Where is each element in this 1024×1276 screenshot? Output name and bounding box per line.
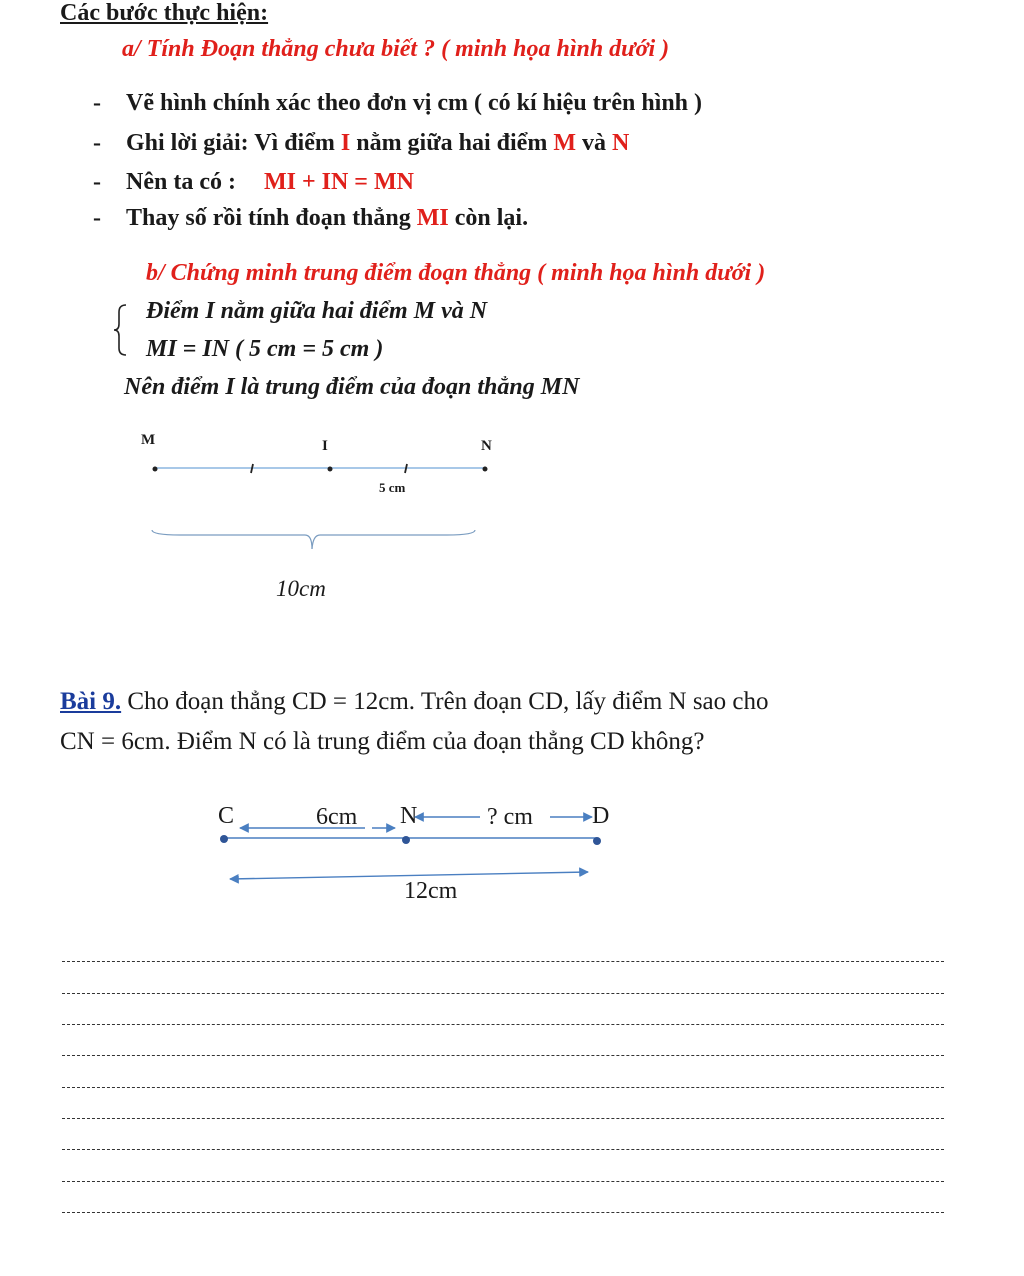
answer-line[interactable] (62, 961, 944, 962)
figure2-label-D: D (592, 803, 610, 829)
figure2-label-C: C (218, 803, 235, 829)
brace-line-1: Điểm I nằm giữa hai điểm M và N (146, 298, 488, 324)
bai9-line-2: CN = 6cm. Điểm N có là trung điểm của đoạn thẳng CD không? (60, 728, 705, 755)
figure1-label-I: I (322, 438, 328, 454)
bullet-4-post: còn lại. (448, 205, 529, 231)
bullet-2 (93, 130, 630, 157)
bai9-title: Bài 9. (60, 688, 122, 715)
answer-line[interactable] (62, 1149, 944, 1150)
bullet-4-text: Thay số rồi tính đoạn thẳng (126, 205, 417, 231)
answer-line[interactable] (62, 1212, 944, 1213)
answer-line[interactable] (62, 1181, 944, 1182)
bullet-4 (93, 205, 529, 232)
bullet-2-text: Ghi lời giải: Vì điểm (126, 130, 341, 156)
figure1-segment-label: 5 cm (379, 480, 406, 495)
bai9-line-1 (60, 688, 769, 716)
point-N-label: N (611, 130, 630, 156)
point-M (153, 467, 158, 472)
bullet-dash: - (93, 169, 101, 195)
system-brace (112, 302, 136, 358)
figure1-total-label: 10cm (276, 576, 326, 601)
figure2-total-label: 12cm (404, 878, 458, 904)
answer-line[interactable] (62, 1024, 944, 1025)
segment-MI-label: MI (416, 205, 449, 231)
point-M-label: M (553, 130, 576, 156)
point-D (593, 837, 601, 845)
bullet-dash: - (93, 90, 101, 116)
answer-line[interactable] (62, 993, 944, 994)
bullet-dash: - (93, 130, 101, 156)
bullet-1-text: Vẽ hình chính xác theo đơn vị cm ( có kí hiệu trên hình ) (126, 90, 703, 116)
bai9-text-1: Cho đoạn thẳng CD = 12cm. Trên đoạn CD, lấy điểm N sao cho (121, 688, 769, 715)
point-N (402, 836, 410, 844)
point-C (220, 835, 228, 843)
bullet-2-mid: nằm giữa hai điểm (350, 130, 554, 156)
brace-left (152, 530, 312, 549)
figure1-diagram (140, 455, 500, 550)
figure2-label-CN: 6cm (316, 804, 358, 830)
bullet-2-and: và (575, 130, 612, 156)
brace-right (312, 530, 475, 549)
tick-MI (251, 464, 253, 473)
page-title: Các bước thực hiện: (60, 0, 269, 26)
point-I-label: I (340, 130, 351, 156)
figure1-label-M: M (141, 432, 156, 448)
bullet-3 (93, 169, 414, 196)
bullet-1 (93, 90, 703, 117)
answer-line[interactable] (62, 1055, 944, 1056)
part-a-heading: a/ Tính Đoạn thẳng chưa biết ? ( minh họa hình dưới ) (122, 36, 670, 62)
figure2-label-N: N (400, 803, 418, 829)
brace-line-2: MI = IN ( 5 cm = 5 cm ) (146, 336, 384, 362)
point-N (483, 467, 488, 472)
formula-sum: MI + IN = MN (263, 169, 414, 195)
conclusion-text: Nên điểm I là trung điểm của đoạn thẳng MN (124, 374, 580, 400)
figure2-label-ND: ? cm (487, 804, 533, 830)
answer-line[interactable] (62, 1118, 944, 1119)
point-I (328, 467, 333, 472)
bullet-dash: - (93, 205, 101, 231)
part-b-heading: b/ Chứng minh trung điểm đoạn thẳng ( minh họa hình dưới ) (146, 260, 766, 286)
figure1-label-N: N (481, 438, 492, 454)
bullet-3-text: Nên ta có : (126, 169, 236, 195)
answer-line[interactable] (62, 1087, 944, 1088)
tick-IN (405, 464, 407, 473)
